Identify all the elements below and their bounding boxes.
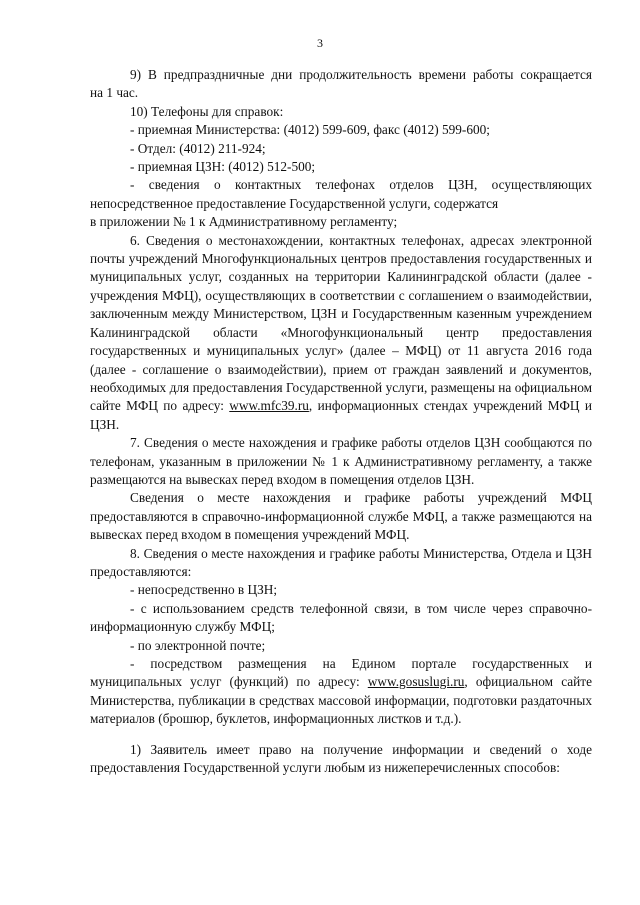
- list-item-in-czn: - непосредственно в ЦЗН;: [130, 582, 278, 598]
- paragraph-applicant-rights: 1) Заявитель имеет право на получение информации и сведений о ходе предоставления Государственной услуги любым из нижеперечисленных способов:: [90, 741, 592, 776]
- list-item-portal: [90, 655, 592, 729]
- gosuslugi-link[interactable]: www.gosuslugi.ru: [367, 674, 465, 690]
- list-item-portal-text: - посредством размещения на Едином портале государственных и муниципальных услуг (функций) по адресу:: [90, 656, 592, 690]
- paragraph-czn-contacts-end: в приложении № 1 к Административному регламенту;: [90, 214, 398, 230]
- paragraph-czn-contacts: - сведения о контактных телефонах отделов ЦЗН, осуществляющих непосредственное предоставление Государственной услуги, содержатся: [90, 177, 592, 211]
- mfc-site-link[interactable]: www.mfc39.ru: [229, 398, 309, 414]
- list-item-department-phone: - Отдел: (4012) 211-924;: [130, 140, 266, 156]
- paragraph-info-provision: 8. Сведения о месте нахождения и графике работы Министерства, Отдела и ЦЗН предоставляются:: [90, 545, 592, 579]
- page-number: 3: [317, 36, 323, 50]
- paragraph-mfc-location: Сведения о месте нахождения и графике работы учреждений МФЦ предоставляются в справочно-информационной службе МФЦ, а также размещаются на вывесках перед входом в помещения учреждений МФЦ.: [90, 490, 592, 543]
- paragraph-work-hours-end: на 1 час.: [90, 85, 139, 101]
- paragraph-work-hours: [90, 66, 592, 84]
- paragraph-mfc-info-text: 6. Сведения о местонахождении, контактных телефонах, адресах электронной почты учреждений Многофункциональных центров предоставления государственных и муниципальных услуг, созданных на территории Калининградской области (далее - учреждения МФЦ), осуществляющих в соответствии с соглашением о взаимодействии, заключенным между Министерством, ЦЗН и Государственным казенным учреждением Калининградской области «Многофункциональный центр предоставления государственных и муниципальных услуг» (далее – МФЦ) от 11 августа 2016 года (далее - соглашение о взаимодействии), прием от граждан заявлений и документов, необходимых для предоставления Государственной услуги, размещены на официальном сайте МФЦ по адресу:: [90, 232, 592, 414]
- list-item-ministry-phone: - приемная Министерства: (4012) 599-609, факс (4012) 599-600;: [130, 122, 490, 138]
- list-item-email: - по электронной почте;: [130, 637, 266, 653]
- paragraph-mfc-info-tail: , информационных стендах учреждений МФЦ и ЦЗН.: [90, 398, 592, 432]
- list-item-czn-phone: - приемная ЦЗН: (4012) 512-500;: [130, 159, 316, 175]
- paragraph-mfc-info: [90, 232, 592, 434]
- document-body: [90, 66, 592, 777]
- paragraph-phones-heading: 10) Телефоны для справок:: [130, 103, 284, 119]
- paragraph-work-hours-line1: 9) В предпраздничные дни продолжительность времени работы сокращается: [130, 67, 592, 82]
- list-item-portal-tail: , официальном сайте Министерства, публикации в средствах массовой информации, подготовки раздаточных материалов (брошюр, буклетов, информационных листков и т.д.).: [90, 674, 592, 727]
- list-item-phone-service: - с использованием средств телефонной связи, в том числе через справочно-информационную службу МФЦ;: [90, 600, 592, 635]
- paragraph-czn-location: 7. Сведения о месте нахождения и графике работы отделов ЦЗН сообщаются по телефонам, указанным в приложении № 1 к Административному регламенту, а также размещаются на вывесках перед входом в помещения отделов ЦЗН.: [90, 435, 592, 487]
